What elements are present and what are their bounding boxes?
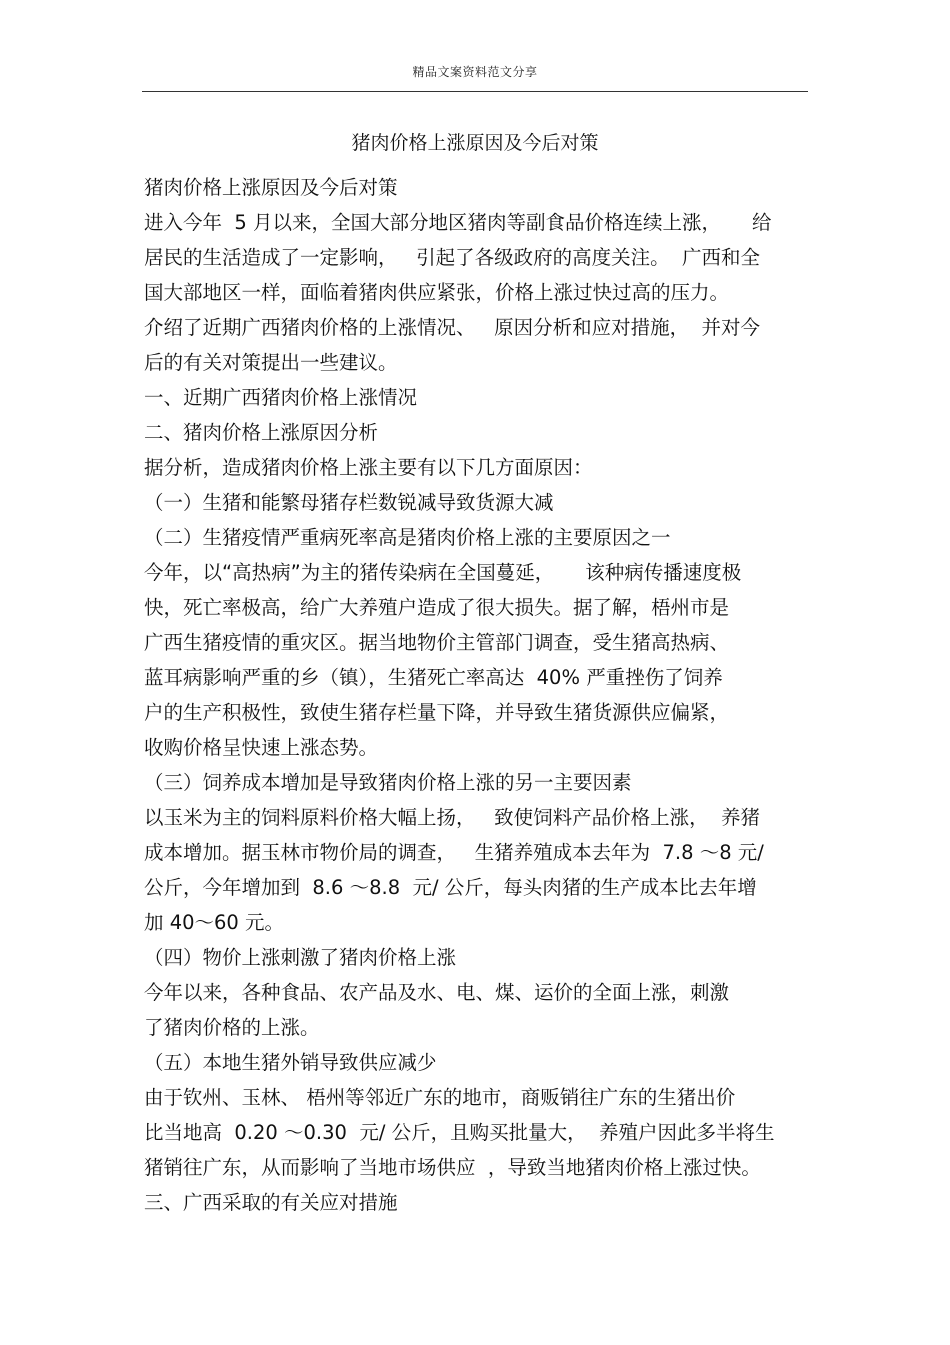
body-line: 进入今年 5 月以来，全国大部分地区猪肉等副食品价格连续上涨， 给 [144, 211, 772, 234]
section-heading: 一、近期广西猪肉价格上涨情况 [144, 386, 418, 409]
body-line: 了猪肉价格的上涨。 [144, 1016, 320, 1039]
body-line: 介绍了近期广西猪肉价格的上涨情况、 原因分析和应对措施， 并对今 [144, 316, 760, 339]
page-header: 精品文案资料范文分享 [412, 65, 538, 79]
subsection-heading: （三）饲养成本增加是导致猪肉价格上涨的另一主要因素 [144, 771, 632, 794]
body-line: 收购价格呈快速上涨态势。 [144, 736, 379, 759]
body-line: 据分析，造成猪肉价格上涨主要有以下几方面原因： [144, 456, 593, 479]
document-body [144, 170, 809, 1220]
body-line: 由于钦州、玉林、 梧州等邻近广东的地市，商贩销往广东的生猪出价 [144, 1086, 736, 1109]
subsection-heading: （四）物价上涨刺激了猪肉价格上涨 [144, 946, 457, 969]
subsection-heading: （二）生猪疫情严重病死率高是猪肉价格上涨的主要原因之一 [144, 526, 671, 549]
document-title: 猪肉价格上涨原因及今后对策 [351, 132, 599, 154]
body-line: 今年以来，各种食品、农产品及水、电、煤、运价的全面上涨，刺激 [144, 981, 730, 1004]
subsection-heading: （一）生猪和能繁母猪存栏数锐减导致货源大减 [144, 491, 554, 514]
body-line: 猪销往广东，从而影响了当地市场供应 ，导致当地猪肉价格上涨过快。 [144, 1156, 761, 1179]
body-line: 蓝耳病影响严重的乡（镇），生猪死亡率高达 40% 严重挫伤了饲养 [144, 666, 723, 689]
body-line: 快，死亡率极高，给广大养殖户造成了很大损失。据了解，梧州市是 [144, 596, 730, 619]
body-line: 比当地高 0.20 ～0.30 元/ 公斤，且购买批量大， 养殖户因此多半将生 [144, 1121, 775, 1144]
body-line: 猪肉价格上涨原因及今后对策 [144, 176, 398, 199]
body-line: 居民的生活造成了一定影响， 引起了各级政府的高度关注。 广西和全 [144, 246, 760, 269]
body-line: 国大部地区一样，面临着猪肉供应紧张，价格上涨过快过高的压力。 [144, 281, 730, 304]
header-divider [142, 91, 808, 92]
body-line: 成本增加。据玉林市物价局的调查， 生猪养殖成本去年为 7.8 ～8 元/ [144, 841, 764, 864]
body-line: 加 40～60 元。 [144, 911, 285, 934]
body-line: 今年，以“高热病”为主的猪传染病在全国蔓延， 该种病传播速度极 [144, 561, 742, 584]
section-heading: 三、广西采取的有关应对措施 [144, 1191, 398, 1214]
body-line: 以玉米为主的饲料原料价格大幅上扬， 致使饲料产品价格上涨， 养猪 [144, 806, 760, 829]
body-line: 户的生产积极性，致使生猪存栏量下降，并导致生猪货源供应偏紧， [144, 701, 730, 724]
body-line: 公斤，今年增加到 8.6 ～8.8 元/ 公斤，每头肉猪的生产成本比去年增 [144, 876, 757, 899]
subsection-heading: （五）本地生猪外销导致供应减少 [144, 1051, 437, 1074]
body-line: 后的有关对策提出一些建议。 [144, 351, 398, 374]
section-heading: 二、猪肉价格上涨原因分析 [144, 421, 379, 444]
body-line: 广西生猪疫情的重灾区。据当地物价主管部门调查，受生猪高热病、 [144, 631, 730, 654]
